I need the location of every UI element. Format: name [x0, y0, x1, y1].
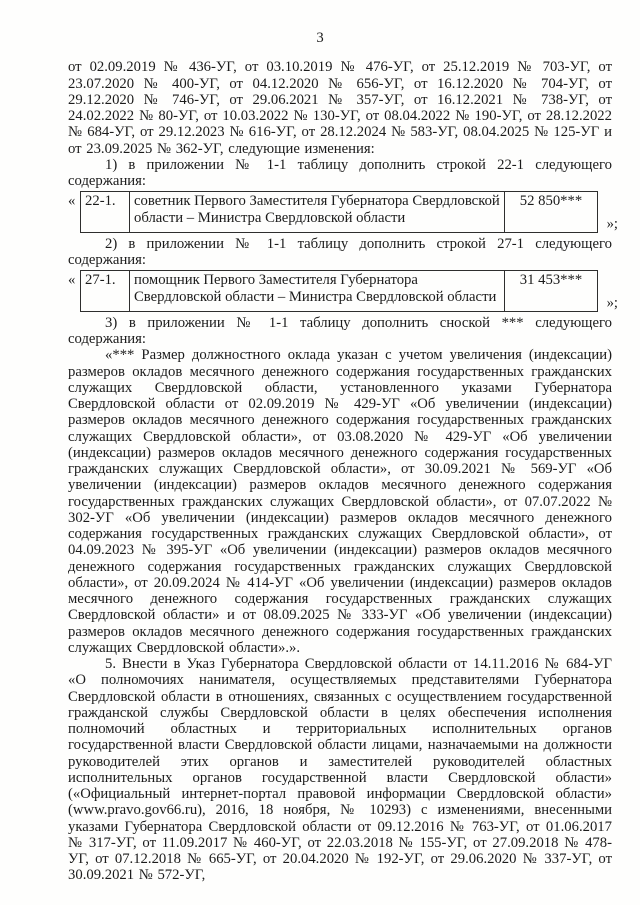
cell-salary-value: 52 850***: [505, 192, 598, 233]
salary-table-row-27-1: [80, 270, 598, 312]
paragraph-point-5: 5. Внести в Указ Губернатора Свердловской области от 14.11.2016 № 684-УГ «О полномочиях нанимателя, осуществляемых представителями Губернатора Свердловской области в отношениях, связанных с осуществлением государственной гражданской службы Свердловской области в целях обеспечения исполнения полномочий областных и территориальных исполнительных органов государственной власти Свердловской области лицами, назначаемыми на должности руководителей этих органов и заместителей руководителей областных исполнительных органов государственной власти Свердловской области» («Официальный интернет-портал правовой информации Свердловской области» (www.pravo.gov66.ru), 2016, 18 ноября, № 10293) с изменениями, внесенными указами Губернатора Свердловской области от 09.12.2016 № 763-УГ, от 01.06.2017 № 317-УГ, от 11.09.2017 № 460-УГ, от 22.03.2018 № 155-УГ, от 27.09.2018 № 478-УГ, от 07.12.2018 № 665-УГ, от 20.04.2020 № 192-УГ, от 29.06.2020 № 337-УГ, от 30.09.2021 № 572-УГ,: [68, 656, 612, 884]
cell-position-title: помощник Первого Заместителя Губернатора Свердловской области – Министра Свердловской области: [130, 271, 505, 312]
cell-position-title: советник Первого Заместителя Губернатора Свердловской области – Министра Свердловской области: [130, 192, 505, 233]
paragraph-footnote-text: «*** Размер должностного оклада указан с учетом увеличения (индексации) размеров окладов месячного денежного содержания государственных гражданских служащих Свердловской области, установленного указами Губернатора Свердловской области от 02.09.2019 № 429-УГ «Об увеличении (индексации) размеров окладов месячного денежного содержания государственных гражданских служащих Свердловской области», от 03.08.2020 № 429-УГ «Об увеличении (индексации) размеров окладов месячного денежного содержания государственных гражданских служащих Свердловской области», от 30.09.2021 № 569-УГ «Об увеличении (индексации) размеров окладов месячного денежного содержания государственных гражданских служащих Свердловской области», от 07.07.2022 № 302-УГ «Об увеличении (индексации) размеров окладов месячного денежного содержания государственных гражданских служащих Свердловской области», от 04.09.2023 № 395-УГ «Об увеличении (индексации) размеров окладов месячного денежного содержания государственных гражданских служащих Свердловской области», от 20.09.2024 № 414-УГ «Об увеличении (индексации) размеров окладов месячного денежного содержания государственных гражданских служащих Свердловской области» и от 08.09.2025 № 333-УГ «Об увеличении (индексации) размеров окладов месячного денежного содержания государственных гражданских служащих Свердловской области».».: [68, 347, 612, 656]
closing-quote-mark: »;: [606, 215, 618, 232]
paragraph-item-3: 3) в приложении № 1-1 таблицу дополнить сноской *** следующего содержания:: [68, 314, 612, 347]
page-number: 3: [316, 30, 324, 46]
table-row: [81, 271, 598, 312]
opening-quote-mark: «: [68, 272, 76, 289]
paragraph-item-1: 1) в приложении № 1-1 таблицу дополнить строкой 22-1 следующего содержания:: [68, 156, 612, 189]
paragraph-amendments-list: от 02.09.2019 № 436-УГ, от 03.10.2019 № 476-УГ, от 25.12.2019 № 703-УГ, от 23.07.2020 № 400-УГ, от 04.12.2020 № 656-УГ, от 16.12.2020 № 704-УГ, от 29.12.2020 № 746-УГ, от 29.06.2021 № 357-УГ, от 16.12.2021 № 738-УГ, от 24.02.2022 № 80-УГ, от 10.03.2022 № 130-УГ, от 08.04.2022 № 190-УГ, от 28.12.2022 № 684-УГ, от 29.12.2023 № 616-УГ, от 28.12.2024 № 583-УГ, 08.04.2025 № 125-УГ и от 23.09.2025 № 362-УГ, следующие изменения:: [68, 59, 612, 157]
table-row-27-1-block: [68, 270, 618, 312]
paragraph-item-2: 2) в приложении № 1-1 таблицу дополнить строкой 27-1 следующего содержания:: [68, 235, 612, 268]
table-row-22-1-block: [68, 191, 618, 233]
closing-quote-mark: »;: [606, 294, 618, 311]
salary-table-row-22-1: [80, 191, 598, 233]
opening-quote-mark: «: [68, 193, 76, 210]
cell-salary-value: 31 453***: [505, 271, 598, 312]
cell-row-number: 22-1.: [81, 192, 130, 233]
table-row: [81, 192, 598, 233]
cell-row-number: 27-1.: [81, 271, 130, 312]
